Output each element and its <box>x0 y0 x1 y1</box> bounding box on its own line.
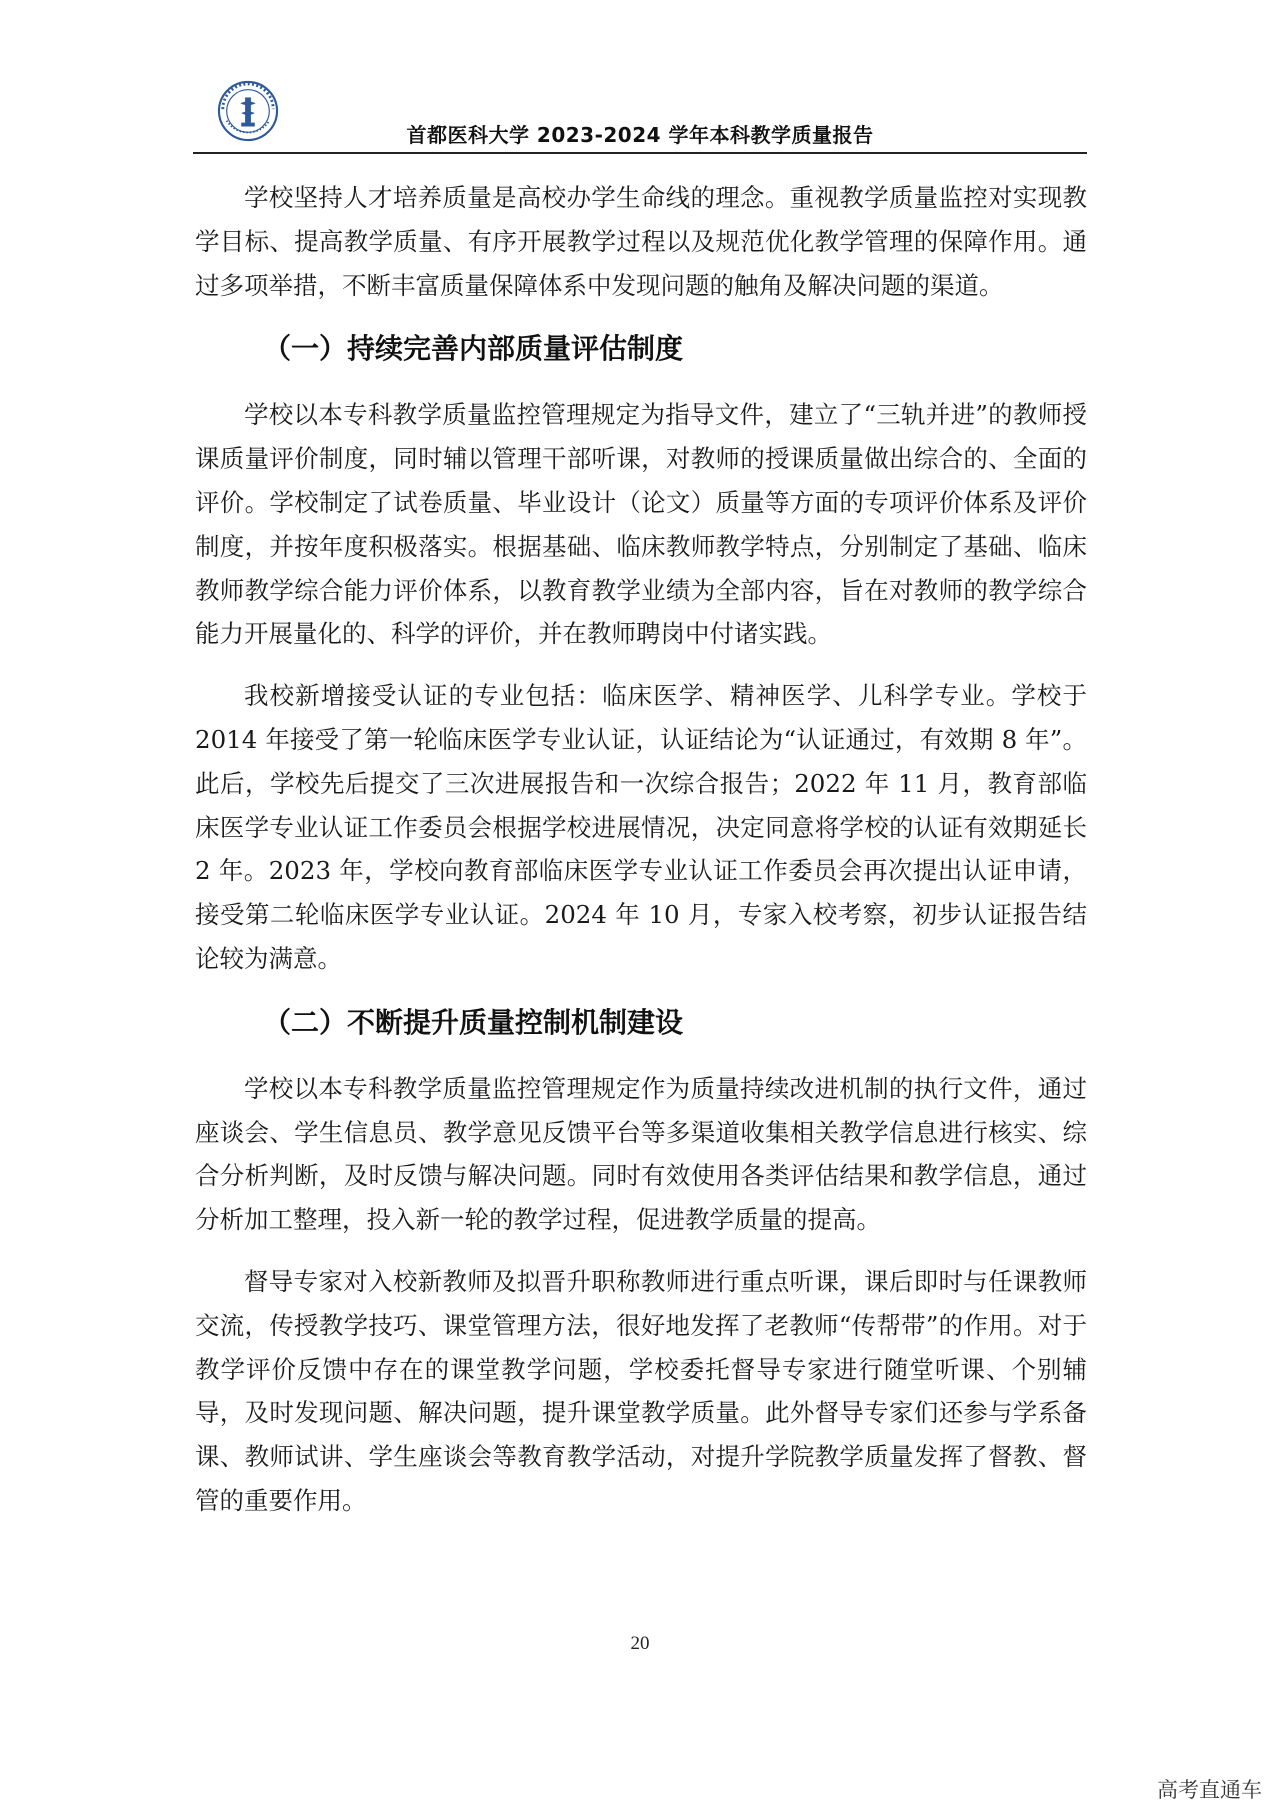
intro-paragraph: 学校坚持人才培养质量是高校办学生命线的理念。重视教学质量监控对实现教学目标、提高教学质量、有序开展教学过程以及规范优化教学管理的保障作用。通过多项举措，不断丰富质量保障体系中发现问题的触角及解决问题的渠道。 <box>195 183 1087 300</box>
section-heading-1: （一）持续完善内部质量评估制度 <box>263 332 684 366</box>
page-header <box>193 78 1087 154</box>
page-number: 20 <box>630 1633 650 1654</box>
section1-paragraph-2: 我校新增接受认证的专业包括：临床医学、精神医学、儿科学专业。学校于 2014 年接受了第一轮临床医学专业认证，认证结论为“认证通过，有效期 8 年”。此后，学校先后提交了三次进展报告和一次综合报告；2022 年 11 月，教育部临床医学专业认证工作委员会根据学校进展情况，决定同意将学校的认证有效期延长 2 年。2023 年，学校向教育部临床医学专业认证工作委员会再次提出认证申请，接受第二轮临床医学专业认证。2024 年 10 月，专家入校考察，初步认证报告结论较为满意。 <box>195 681 1087 973</box>
page-content <box>195 176 1087 1541</box>
section1-paragraph-1: 学校以本专科教学质量监控管理规定为指导文件，建立了“三轨并进”的教师授课质量评价制度，同时辅以管理干部听课，对教师的授课质量做出综合的、全面的评价。学校制定了试卷质量、毕业设计（论文）质量等方面的专项评价体系及评价制度，并按年度积极落实。根据基础、临床教师教学特点，分别制定了基础、临床教师教学综合能力评价体系，以教育教学业绩为全部内容，旨在对教师的教学综合能力开展量化的、科学的评价，并在教师聘岗中付诸实践。 <box>195 400 1087 649</box>
section2-paragraph-1: 学校以本专科教学质量监控管理规定作为质量持续改进机制的执行文件，通过座谈会、学生信息员、教学意见反馈平台等多渠道收集相关教学信息进行核实、综合分析判断，及时反馈与解决问题。同时有效使用各类评估结果和教学信息，通过分析加工整理，投入新一轮的教学过程，促进教学质量的提高。 <box>195 1073 1087 1235</box>
section2-paragraph-2: 督导专家对入校新教师及拟晋升职称教师进行重点听课，课后即时与任课教师交流，传授教学技巧、课堂管理方法，很好地发挥了老教师“传帮带”的作用。对于教学评价反馈中存在的课堂教学问题，学校委托督导专家进行随堂听课、个别辅导，及时发现问题、解决问题，提升课堂教学质量。此外督导专家们还参与学系备课、教师试讲、学生座谈会等教育教学活动，对提升学院教学质量发挥了督教、督管的重要作用。 <box>195 1266 1087 1515</box>
report-title: 首都医科大学 2023-2024 学年本科教学质量报告 <box>406 123 874 147</box>
section-heading-2: （二）不断提升质量控制机制建设 <box>263 1005 684 1039</box>
watermark-text: 高考直通车 <box>1157 1778 1262 1802</box>
